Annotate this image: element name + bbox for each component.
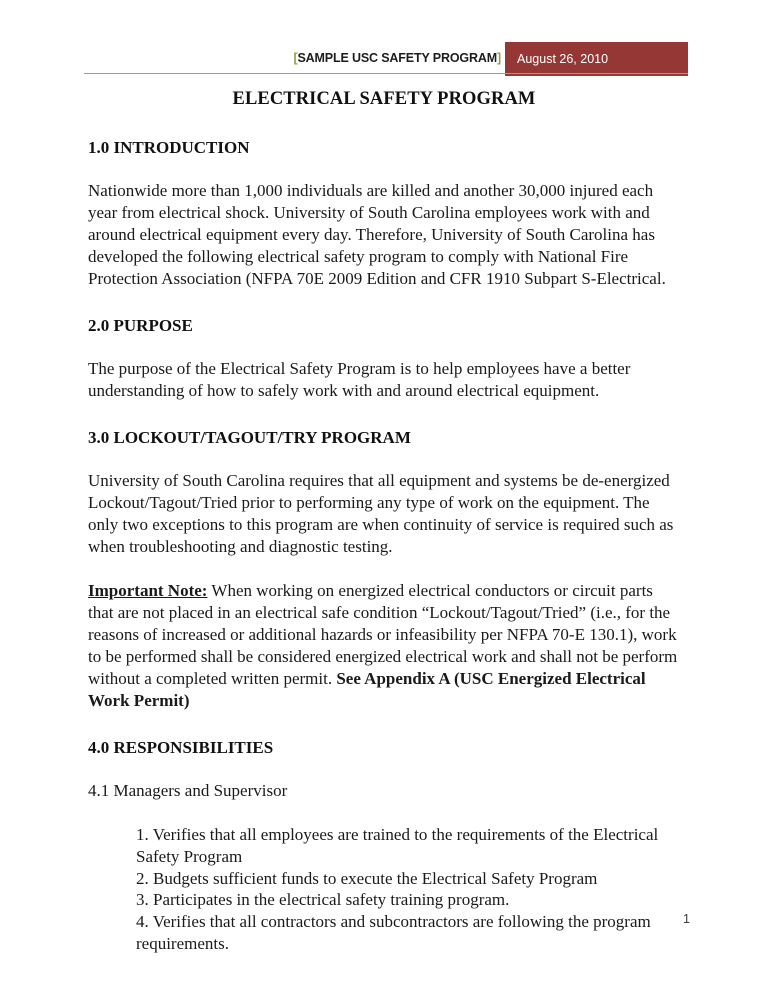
important-note-text: When working on energized electrical conductors or circuit parts that are not placed in an electrical safe condition “Lockout/Tagout/Tried” (i.e., for the reasons of increased or additional hazards or infeasibility per NFPA 70-E 130.1), work to be performed shall be considered energized electrical work and shall not be perform without a completed written permit.	[88, 581, 678, 688]
section-heading-introduction: 1.0 INTRODUCTION	[88, 138, 250, 158]
list-item: 2. Budgets sufficient funds to execute the Electrical Safety Program	[136, 868, 598, 888]
header-divider	[84, 73, 688, 74]
responsibilities-list	[88, 824, 680, 956]
section-heading-lockout-tagout-try: 3.0 LOCKOUT/TAGOUT/TRY PROGRAM	[88, 428, 411, 448]
spacer	[88, 758, 680, 780]
section-heading-purpose: 2.0 PURPOSE	[88, 315, 193, 335]
spacer	[88, 802, 680, 824]
section-body-introduction: Nationwide more than 1,000 individuals are killed and another 30,000 injured each year from electrical shock. University of South Carolina employees work with and around electrical equipment every day. Therefore, University of South Carolina has developed the following electrical safety program to comply with National Fire Protection Association (NFPA 70E 2009 Edition and CFR 1910 Subpart S-Electrical.	[88, 181, 666, 289]
spacer	[88, 111, 680, 137]
spacer	[88, 402, 680, 427]
document-content	[88, 88, 680, 955]
spacer	[88, 712, 680, 737]
spacer	[88, 558, 680, 580]
section-body-lockout-tagout-try: University of South Carolina requires that all equipment and systems be de-energized Lockout/Tagout/Tried prior to performing any type of work on the equipment. The only two exceptions to this program are when continuity of service is required such as when troubleshooting and diagnostic testing.	[88, 471, 674, 557]
header-title-text	[293, 51, 501, 65]
subsection-heading-managers-and-supervisor: 4.1 Managers and Supervisor	[88, 780, 288, 800]
page-title: ELECTRICAL SAFETY PROGRAM	[232, 89, 536, 109]
spacer	[88, 158, 680, 180]
header-bracket-open: [	[293, 50, 298, 65]
section-heading-responsibilities: 4.0 RESPONSIBILITIES	[88, 737, 274, 757]
important-note-label: Important Note:	[88, 581, 208, 601]
list-item: 3. Participates in the electrical safety training program.	[136, 890, 510, 910]
header-date-text: August 26, 2010	[517, 52, 609, 66]
spacer	[88, 448, 680, 470]
list-item: 1. Verifies that all employees are trained to the requirements of the Electrical Safety Program	[136, 824, 659, 866]
important-note-appendix-reference: See Appendix A (USC Energized Electrical Work Permit)	[88, 668, 646, 710]
header-title-block	[84, 42, 505, 73]
section-body-purpose: The purpose of the Electrical Safety Program is to help employees have a better understanding of how to safely work with and around electrical equipment.	[88, 359, 631, 401]
header-date-badge	[505, 42, 688, 76]
header-bracket-close: ]	[496, 50, 501, 65]
document-header	[84, 42, 688, 76]
spacer	[88, 290, 680, 315]
important-note-paragraph	[88, 580, 680, 712]
header-program-name: SAMPLE USC SAFETY PROGRAM	[297, 50, 497, 65]
spacer	[88, 336, 680, 358]
page-number: 1	[683, 912, 690, 926]
list-item: 4. Verifies that all contractors and subcontractors are following the program requirements.	[136, 912, 651, 954]
